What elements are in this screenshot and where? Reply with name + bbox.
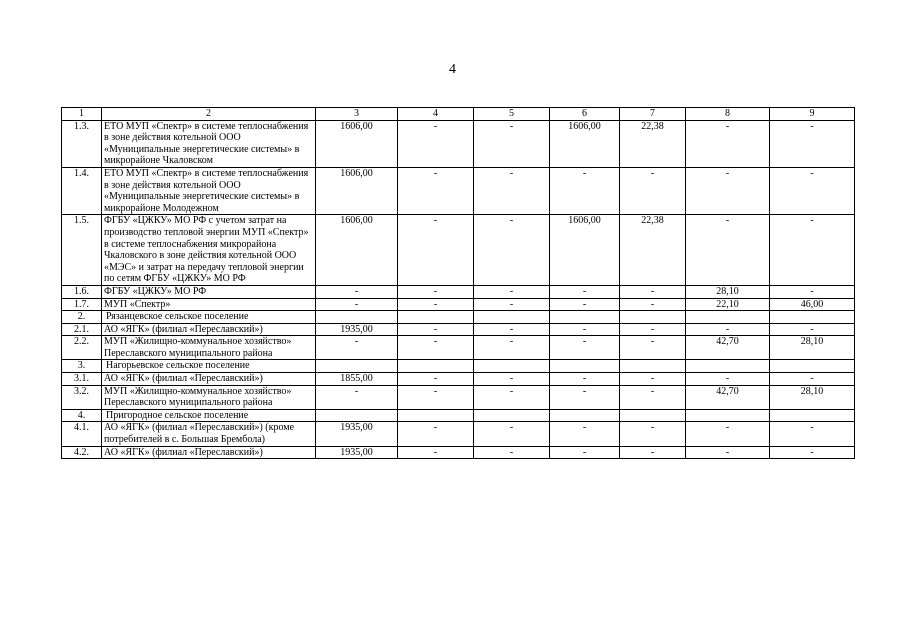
column-number-header: 7: [620, 108, 686, 121]
section-name-cell: Пригородное сельское поселение: [102, 409, 316, 422]
column-number-header: 8: [686, 108, 770, 121]
value-cell: -: [686, 120, 770, 167]
value-cell: 42,70: [686, 385, 770, 409]
column-number-header: 2: [102, 108, 316, 121]
row-number-cell: 1.4.: [62, 167, 102, 214]
column-number-header: 5: [474, 108, 550, 121]
value-cell: -: [770, 167, 855, 214]
value-cell: [770, 311, 855, 324]
value-cell: [316, 311, 398, 324]
value-cell: -: [550, 373, 620, 386]
value-cell: -: [398, 215, 474, 286]
value-cell: -: [474, 336, 550, 360]
value-cell: 1935,00: [316, 446, 398, 459]
row-number-cell: 2.2.: [62, 336, 102, 360]
value-cell: 22,10: [686, 298, 770, 311]
row-number-cell: 3.1.: [62, 373, 102, 386]
value-cell: -: [316, 285, 398, 298]
column-number-header: 1: [62, 108, 102, 121]
value-cell: -: [316, 336, 398, 360]
value-cell: -: [316, 385, 398, 409]
section-header-row: [62, 409, 855, 422]
value-cell: 28,10: [686, 285, 770, 298]
value-cell: [474, 409, 550, 422]
value-cell: -: [620, 373, 686, 386]
value-cell: -: [316, 298, 398, 311]
value-cell: 28,10: [770, 336, 855, 360]
table-row: [62, 446, 855, 459]
value-cell: -: [550, 446, 620, 459]
value-cell: 42,70: [686, 336, 770, 360]
value-cell: 1606,00: [316, 120, 398, 167]
organization-name-cell: МУП «Жилищно-коммунальное хозяйство» Переславского муниципального района: [102, 336, 316, 360]
value-cell: 1935,00: [316, 422, 398, 446]
value-cell: [620, 360, 686, 373]
value-cell: [686, 311, 770, 324]
value-cell: 1606,00: [316, 167, 398, 214]
value-cell: -: [474, 285, 550, 298]
value-cell: [474, 311, 550, 324]
value-cell: -: [620, 385, 686, 409]
value-cell: [686, 409, 770, 422]
value-cell: -: [550, 336, 620, 360]
row-number-cell: 3.: [62, 360, 102, 373]
value-cell: -: [398, 422, 474, 446]
value-cell: [550, 360, 620, 373]
value-cell: -: [770, 215, 855, 286]
value-cell: -: [620, 446, 686, 459]
value-cell: -: [620, 167, 686, 214]
column-number-header: 3: [316, 108, 398, 121]
value-cell: -: [398, 167, 474, 214]
value-cell: [770, 409, 855, 422]
value-cell: -: [398, 298, 474, 311]
value-cell: -: [686, 422, 770, 446]
value-cell: -: [686, 323, 770, 336]
value-cell: 22,38: [620, 120, 686, 167]
row-number-cell: 1.3.: [62, 120, 102, 167]
organization-name-cell: ЕТО МУП «Спектр» в системе теплоснабжения в зоне действия котельной ООО «Муниципальные энергетические системы» в микрорайоне Молодежном: [102, 167, 316, 214]
section-header-row: [62, 311, 855, 324]
value-cell: -: [620, 336, 686, 360]
page-number: 4: [449, 62, 456, 77]
value-cell: -: [620, 422, 686, 446]
row-number-cell: 2.1.: [62, 323, 102, 336]
section-name-cell: Нагорьевское сельское поселение: [102, 360, 316, 373]
table-row: [62, 323, 855, 336]
value-cell: [398, 409, 474, 422]
row-number-cell: 4.2.: [62, 446, 102, 459]
value-cell: -: [770, 285, 855, 298]
row-number-cell: 3.2.: [62, 385, 102, 409]
row-number-cell: 2.: [62, 311, 102, 324]
value-cell: -: [398, 336, 474, 360]
value-cell: [550, 409, 620, 422]
row-number-cell: 1.6.: [62, 285, 102, 298]
value-cell: [550, 311, 620, 324]
value-cell: -: [550, 298, 620, 311]
value-cell: -: [398, 285, 474, 298]
value-cell: -: [474, 373, 550, 386]
value-cell: -: [474, 298, 550, 311]
value-cell: [316, 409, 398, 422]
column-number-header: 9: [770, 108, 855, 121]
value-cell: -: [474, 120, 550, 167]
organization-name-cell: АО «ЯГК» (филиал «Переславский»): [102, 323, 316, 336]
table-row: [62, 120, 855, 167]
table-row: [62, 373, 855, 386]
value-cell: -: [398, 120, 474, 167]
value-cell: -: [550, 323, 620, 336]
value-cell: -: [474, 215, 550, 286]
value-cell: -: [474, 385, 550, 409]
row-number-cell: 1.5.: [62, 215, 102, 286]
value-cell: [398, 311, 474, 324]
value-cell: -: [686, 446, 770, 459]
value-cell: [316, 360, 398, 373]
value-cell: -: [620, 285, 686, 298]
table-row: [62, 167, 855, 214]
value-cell: 1606,00: [316, 215, 398, 286]
value-cell: -: [550, 422, 620, 446]
value-cell: -: [550, 285, 620, 298]
value-cell: -: [686, 373, 770, 386]
organization-name-cell: АО «ЯГК» (филиал «Переславский») (кроме потребителей в с. Большая Брембола): [102, 422, 316, 446]
value-cell: [620, 409, 686, 422]
value-cell: 22,38: [620, 215, 686, 286]
value-cell: -: [398, 373, 474, 386]
value-cell: -: [770, 422, 855, 446]
row-number-cell: 1.7.: [62, 298, 102, 311]
value-cell: -: [550, 167, 620, 214]
value-cell: -: [770, 373, 855, 386]
table-row: [62, 385, 855, 409]
value-cell: -: [770, 120, 855, 167]
table-row: [62, 298, 855, 311]
organization-name-cell: АО «ЯГК» (филиал «Переславский»): [102, 446, 316, 459]
column-number-header: 4: [398, 108, 474, 121]
section-name-cell: Рязанцевское сельское поселение: [102, 311, 316, 324]
value-cell: -: [686, 167, 770, 214]
value-cell: -: [474, 422, 550, 446]
table-row: [62, 422, 855, 446]
value-cell: 1855,00: [316, 373, 398, 386]
value-cell: -: [474, 323, 550, 336]
section-header-row: [62, 360, 855, 373]
value-cell: -: [474, 446, 550, 459]
table-header-row: [62, 108, 855, 121]
value-cell: 1606,00: [550, 215, 620, 286]
organization-name-cell: МУП «Жилищно-коммунальное хозяйство» Переславского муниципального района: [102, 385, 316, 409]
value-cell: 1935,00: [316, 323, 398, 336]
value-cell: -: [686, 215, 770, 286]
table-row: [62, 336, 855, 360]
organization-name-cell: ЕТО МУП «Спектр» в системе теплоснабжения в зоне действия котельной ООО «Муниципальные энергетические системы» в микрорайоне Чкаловском: [102, 120, 316, 167]
table-row: [62, 215, 855, 286]
value-cell: -: [550, 385, 620, 409]
value-cell: [398, 360, 474, 373]
value-cell: -: [398, 446, 474, 459]
organization-name-cell: МУП «Спектр»: [102, 298, 316, 311]
value-cell: -: [770, 323, 855, 336]
row-number-cell: 4.1.: [62, 422, 102, 446]
value-cell: -: [398, 323, 474, 336]
value-cell: -: [398, 385, 474, 409]
value-cell: -: [474, 167, 550, 214]
organization-name-cell: ФГБУ «ЦЖКУ» МО РФ с учетом затрат на производство тепловой энергии МУП «Спектр» в системе теплоснабжения микрорайона Чкаловского в зоне действия котельной ООО «МЭС» и затрат на передачу тепловой энергии по сетям ФГБУ «ЦЖКУ» МО РФ: [102, 215, 316, 286]
value-cell: -: [770, 446, 855, 459]
value-cell: -: [620, 298, 686, 311]
value-cell: [474, 360, 550, 373]
value-cell: 1606,00: [550, 120, 620, 167]
value-cell: [620, 311, 686, 324]
value-cell: [770, 360, 855, 373]
value-cell: [686, 360, 770, 373]
row-number-cell: 4.: [62, 409, 102, 422]
tariff-table: [61, 107, 855, 459]
value-cell: -: [620, 323, 686, 336]
table-row: [62, 285, 855, 298]
organization-name-cell: ФГБУ «ЦЖКУ» МО РФ: [102, 285, 316, 298]
column-number-header: 6: [550, 108, 620, 121]
value-cell: 28,10: [770, 385, 855, 409]
value-cell: 46,00: [770, 298, 855, 311]
organization-name-cell: АО «ЯГК» (филиал «Переславский»): [102, 373, 316, 386]
